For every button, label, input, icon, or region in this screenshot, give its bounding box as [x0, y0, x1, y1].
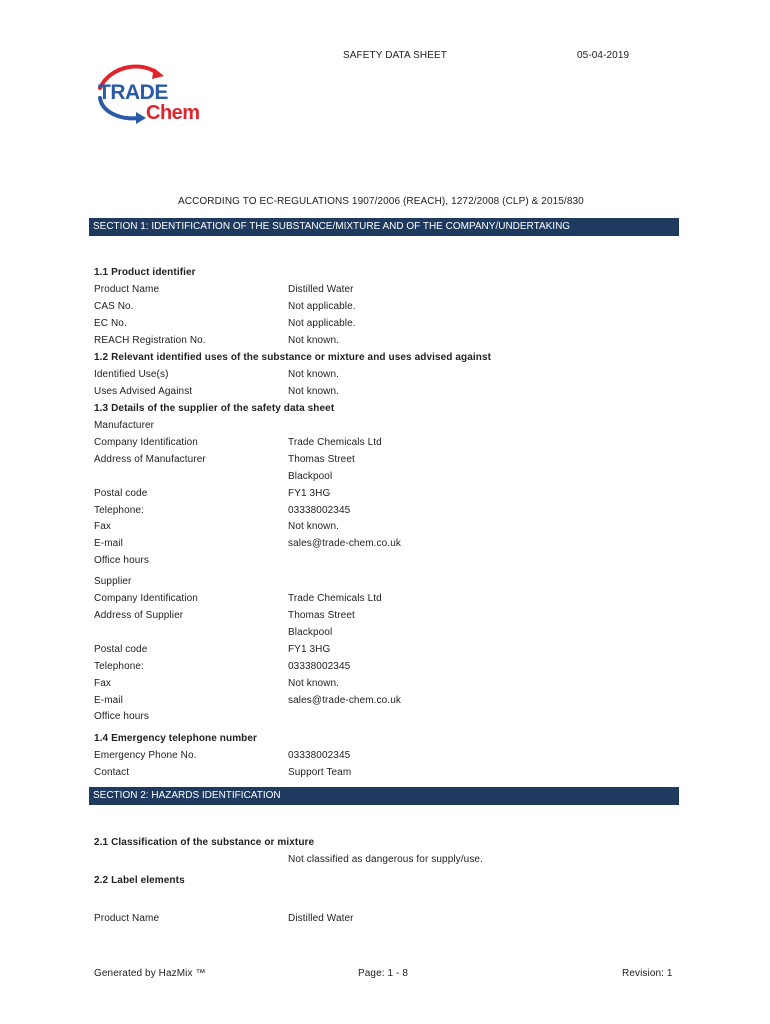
identified-uses-value: Not known.: [288, 369, 340, 380]
mfr-address-label: Address of Manufacturer: [94, 454, 206, 465]
section-1-header: [89, 218, 679, 236]
sup-company-value: Trade Chemicals Ltd: [288, 593, 382, 604]
footer-generated: Generated by HazMix ™: [94, 968, 206, 979]
sup-email-label: E-mail: [94, 695, 123, 706]
tradechem-logo: [94, 62, 209, 128]
mfr-email-value[interactable]: sales@trade-chem.co.uk: [288, 538, 401, 549]
footer-page: Page: 1 - 8: [358, 968, 409, 979]
uses-against-value: Not known.: [288, 386, 340, 397]
heading-1-1: 1.1 Product identifier: [94, 267, 196, 278]
logo-text-trade: TRADE: [98, 81, 168, 104]
mfr-postal-label: Postal code: [94, 488, 148, 499]
reach-value: Not known.: [288, 335, 340, 346]
sup-postal-value: FY1 3HG: [288, 644, 331, 655]
mfr-phone-label: Telephone:: [94, 505, 144, 516]
classification-value: Not classified as dangerous for supply/use.: [288, 854, 483, 865]
sup-hours-label: Office hours: [94, 711, 149, 722]
emergency-label: Emergency Phone No.: [94, 750, 197, 761]
mfr-email-label: E-mail: [94, 538, 123, 549]
heading-1-4: 1.4 Emergency telephone number: [94, 733, 258, 744]
sup-address-line2: Blackpool: [288, 627, 333, 638]
heading-2-1: 2.1 Classification of the substance or mixture: [94, 837, 315, 848]
emergency-value: 03338002345: [288, 750, 351, 761]
mfr-fax-label: Fax: [94, 521, 111, 532]
ec-value: Not applicable.: [288, 318, 356, 329]
mfr-company-value: Trade Chemicals Ltd: [288, 437, 382, 448]
ec-label: EC No.: [94, 318, 127, 329]
contact-value: Support Team: [288, 767, 352, 778]
uses-against-label: Uses Advised Against: [94, 386, 193, 397]
cas-label: CAS No.: [94, 301, 134, 312]
footer-revision: Revision: 1: [622, 968, 673, 979]
cas-value: Not applicable.: [288, 301, 356, 312]
section-2-header: [89, 787, 679, 805]
sup-fax-value: Not known.: [288, 678, 340, 689]
s2-product-name-label: Product Name: [94, 913, 160, 924]
heading-2-2: 2.2 Label elements: [94, 875, 185, 886]
identified-uses-label: Identified Use(s): [94, 369, 169, 380]
sup-postal-label: Postal code: [94, 644, 148, 655]
contact-label: Contact: [94, 767, 130, 778]
sup-company-label: Company Identification: [94, 593, 198, 604]
supplier-heading: Supplier: [94, 576, 132, 587]
heading-1-3: 1.3 Details of the supplier of the safety data sheet: [94, 403, 335, 414]
section-1-title: SECTION 1: IDENTIFICATION OF THE SUBSTANCE/MIXTURE AND OF THE COMPANY/UNDERTAKING: [93, 221, 571, 232]
heading-1-2: 1.2 Relevant identified uses of the substance or mixture and uses advised against: [94, 352, 492, 363]
regulation-line: ACCORDING TO EC-REGULATIONS 1907/2006 (REACH), 1272/2008 (CLP) & 2015/830: [178, 196, 584, 207]
mfr-company-label: Company Identification: [94, 437, 198, 448]
reach-label: REACH Registration No.: [94, 335, 206, 346]
sup-fax-label: Fax: [94, 678, 111, 689]
product-name-value: Distilled Water: [288, 284, 354, 295]
logo-text-chem: Chem: [146, 102, 200, 124]
mfr-address-line2: Blackpool: [288, 471, 333, 482]
manufacturer-heading: Manufacturer: [94, 420, 155, 431]
mfr-address-line1: Thomas Street: [288, 454, 355, 465]
document-title: SAFETY DATA SHEET: [343, 50, 447, 61]
product-name-label: Product Name: [94, 284, 160, 295]
mfr-hours-label: Office hours: [94, 555, 149, 566]
sup-phone-value: 03338002345: [288, 661, 351, 672]
document-date: 05-04-2019: [577, 50, 630, 61]
sup-address-label: Address of Supplier: [94, 610, 184, 621]
mfr-fax-value: Not known.: [288, 521, 340, 532]
mfr-postal-value: FY1 3HG: [288, 488, 331, 499]
sup-email-value[interactable]: sales@trade-chem.co.uk: [288, 695, 401, 706]
sup-phone-label: Telephone:: [94, 661, 144, 672]
s2-product-name-value: Distilled Water: [288, 913, 354, 924]
section-2-title: SECTION 2: HAZARDS IDENTIFICATION: [93, 790, 281, 801]
mfr-phone-value: 03338002345: [288, 505, 351, 516]
sup-address-line1: Thomas Street: [288, 610, 355, 621]
